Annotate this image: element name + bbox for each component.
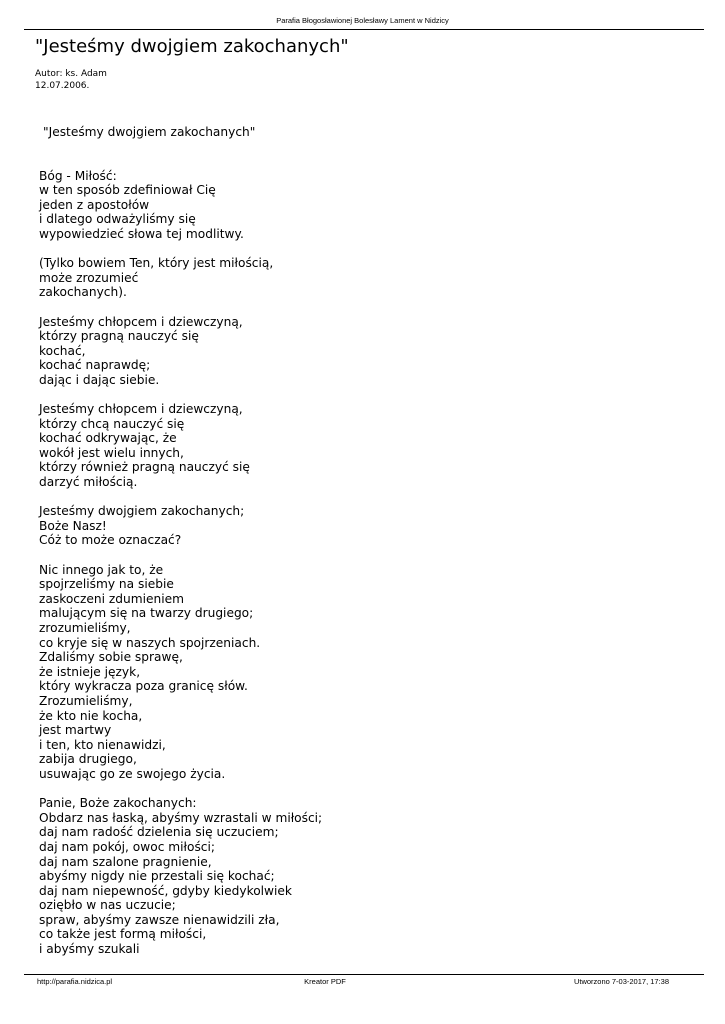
footer-url: http://parafia.nidzica.pl: [37, 977, 113, 986]
poem-line: kochać naprawdę;: [39, 358, 151, 373]
poem-line: i abyśmy szukali: [39, 942, 140, 957]
poem-line: może zrozumieć: [39, 270, 139, 285]
poem-line: i ten, kto nienawidzi,: [39, 737, 166, 752]
poem-line: Jesteśmy dwojgiem zakochanych;: [39, 504, 245, 519]
poem-line: Panie, Boże zakochanych:: [39, 796, 197, 811]
poem-line: malującym się na twarzy drugiego;: [39, 606, 254, 621]
poem-line: daj nam szalone pragnienie,: [39, 854, 212, 869]
poem-line: usuwając go ze swojego życia.: [39, 766, 226, 781]
poem-line: Boże Nasz!: [39, 518, 107, 533]
poem-line: daj nam niepewność, gdyby kiedykolwiek: [39, 883, 292, 898]
poem-line: jest martwy: [39, 723, 112, 738]
footer-generator: Kreator PDF: [304, 977, 346, 986]
poem-stanza: [39, 402, 322, 490]
poem-line: daj nam pokój, owoc miłości;: [39, 839, 215, 854]
poem-line: darzyć miłością.: [39, 475, 138, 490]
poem-line: zaskoczeni zdumieniem: [39, 591, 184, 606]
poem-line: co także jest formą miłości,: [39, 927, 207, 942]
poem-stanza: [39, 796, 322, 957]
poem-line: spraw, abyśmy zawsze nienawidzili zła,: [39, 912, 280, 927]
poem-line: (Tylko bowiem Ten, który jest miłością,: [39, 256, 274, 271]
poem-stanza: [39, 256, 322, 300]
poem-stanza: [39, 504, 322, 548]
poem-stanzas: [39, 169, 322, 957]
poem-title: "Jesteśmy dwojgiem zakochanych": [43, 125, 256, 139]
poem-line: abyśmy nigdy nie przestali się kochać;: [39, 869, 275, 884]
poem-stanza: [39, 169, 322, 242]
article-title: "Jesteśmy dwojgiem zakochanych": [35, 36, 349, 57]
poem-line: zrozumieliśmy,: [39, 621, 131, 635]
article-date: 12.07.2006.: [35, 81, 90, 91]
poem-line: Cóż to może oznaczać?: [39, 533, 182, 548]
poem-line: co kryje się w naszych spojrzeniach.: [39, 635, 261, 650]
poem-line: który wykracza poza granicę słów.: [39, 679, 248, 694]
poem-line: zakochanych).: [39, 285, 127, 300]
poem-line: Zdaliśmy sobie sprawę,: [39, 650, 183, 665]
poem-line: Bóg - Miłość:: [39, 168, 117, 183]
poem-line: którzy pragną nauczyć się: [39, 329, 199, 344]
poem-line: Jesteśmy chłopcem i dziewczyną,: [39, 314, 243, 329]
poem-line: kochać,: [39, 343, 86, 358]
poem-line: Jesteśmy chłopcem i dziewczyną,: [39, 402, 243, 417]
poem-line: którzy również pragną nauczyć się: [39, 460, 250, 475]
poem-line: Zrozumieliśmy,: [39, 693, 133, 708]
poem-line: wypowiedzieć słowa tej modlitwy.: [39, 226, 244, 241]
page-header-site-name: Parafia Błogosławionej Bolesławy Lament w Nidzicy: [276, 16, 449, 25]
poem-line: i dlatego odważyliśmy się: [39, 212, 196, 227]
poem-line: jeden z apostołów: [39, 197, 150, 212]
poem-line: że istnieje język,: [39, 664, 141, 679]
poem-line: zabija drugiego,: [39, 752, 137, 767]
poem-line: kochać odkrywając, że: [39, 431, 177, 446]
header-divider: [24, 29, 704, 30]
poem-line: daj nam radość dzielenia się uczuciem;: [39, 825, 279, 840]
footer-divider: [24, 974, 704, 975]
poem-line: Nic innego jak to, że: [39, 562, 164, 577]
poem-line: Obdarz nas łaską, abyśmy wzrastali w miłości;: [39, 810, 323, 825]
poem-stanza: [39, 563, 322, 782]
poem-line: że kto nie kocha,: [39, 708, 143, 723]
footer-created-date: Utworzono 7-03-2017, 17:38: [573, 977, 669, 986]
poem-stanza: [39, 315, 322, 388]
poem-line: spojrzeliśmy na siebie: [39, 577, 174, 592]
poem-line: którzy chcą nauczyć się: [39, 416, 185, 431]
poem-line: oziębło w nas uczucie;: [39, 898, 176, 913]
poem-line: w ten sposób zdefiniował Cię: [39, 183, 216, 198]
article-meta: [35, 68, 107, 92]
article-author: Autor: ks. Adam: [35, 69, 107, 79]
poem-line: dając i dając siebie.: [39, 372, 160, 387]
article-body: [39, 125, 322, 957]
poem-line: wokół jest wielu innych,: [39, 445, 184, 460]
